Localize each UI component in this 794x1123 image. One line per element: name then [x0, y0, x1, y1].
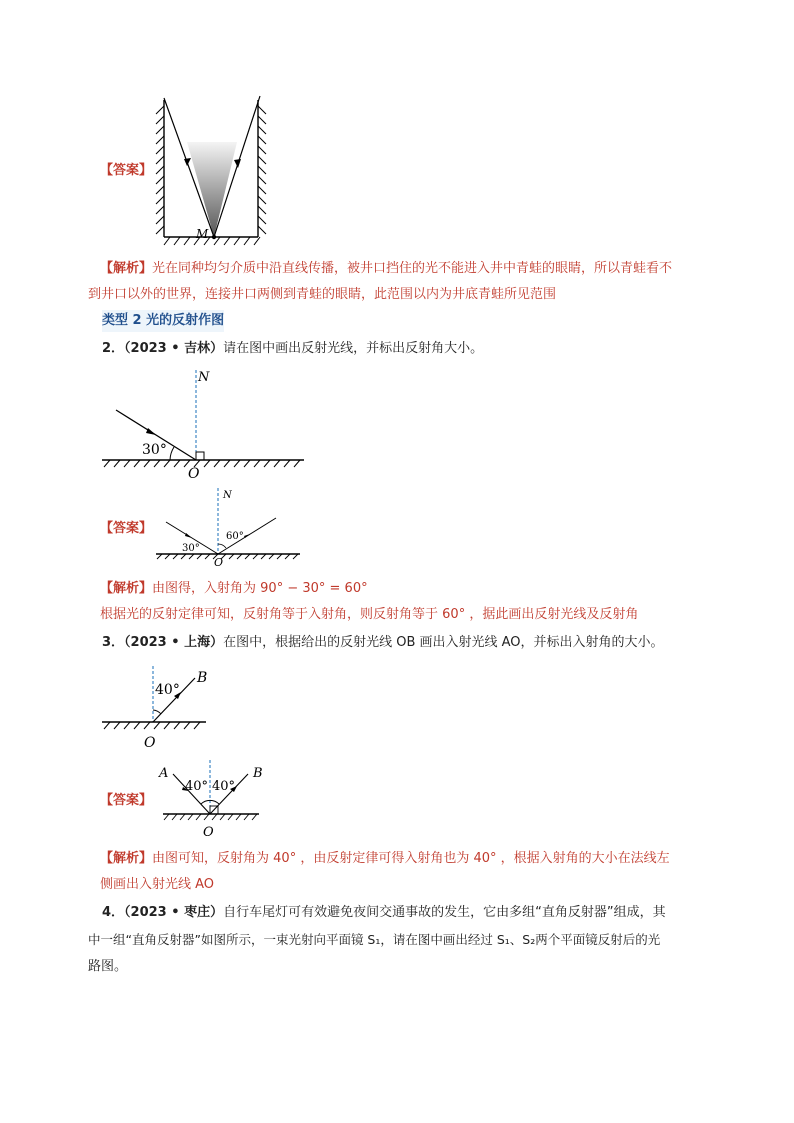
left-wall-hatching: [156, 106, 164, 234]
q1-analysis-text1: 光在同种均匀介质中沿直线传播，被井口挡住的光不能进入井中青蛙的眼睛，所以青蛙看不: [152, 261, 673, 276]
mirror-hatching: [104, 460, 300, 467]
q3-answer-figure: [155, 760, 270, 840]
analysis-label: 【解析】: [100, 581, 153, 596]
point-m-label: M: [196, 227, 209, 241]
answer-label-q3: 【答案】: [100, 793, 153, 808]
q2-analysis-line1: [100, 576, 368, 602]
angle-60-label: 60°: [226, 531, 244, 542]
answer-label-q2: 【答案】: [100, 521, 153, 536]
angle-left-label: 40°: [185, 779, 209, 794]
q4-question-line1: [102, 900, 666, 926]
bottom-hatching: [164, 237, 260, 245]
q3-analysis-line2: 侧画出入射光线 AO: [100, 877, 215, 892]
q3-analysis-line1: [100, 846, 670, 872]
q2-analysis-text2a: 根据光的反射定律可知，反射角等于入射角，则反射角等于: [100, 607, 439, 622]
analysis-label: 【解析】: [100, 851, 153, 866]
normal-n-label: N: [198, 370, 210, 385]
point-o-label: O: [203, 825, 214, 840]
q1-analysis-line1: [100, 256, 672, 282]
incident-ray-arrow: [185, 533, 192, 538]
q2-figure: [98, 365, 310, 480]
q2-text: 请在图中画出反射光线，并标出反射角大小。: [223, 341, 484, 356]
point-a-label: A: [159, 766, 169, 781]
q2-analysis-text1: 由图得，入射角为 90° − 30° = 60°: [152, 581, 368, 596]
q4-question-line2: 中一组“直角反射器”如图所示，一束光射向平面镜 S₁，请在图中画出经过 S₁、S₂两个平面镜反射后的光: [88, 932, 661, 947]
q3-figure: [98, 664, 213, 750]
right-wall-hatching: [258, 106, 266, 234]
point-o-label: O: [144, 735, 156, 750]
answer-label-q1: 【答案】: [100, 163, 153, 178]
q3-question: [102, 630, 664, 656]
reflect-angle-arc: [218, 544, 226, 548]
q3-number: 3．: [102, 635, 125, 650]
q2-source: （2023 • 吉林）: [124, 341, 224, 356]
q3-analysis-text-a: 由图可知，反射角为: [152, 851, 270, 866]
q2-number: 2．: [102, 341, 125, 356]
q4-text-line1: 自行车尾灯可有效避免夜间交通事故的发生，它由多组“直角反射器”组成，其: [223, 905, 666, 920]
right-angle-mark: [196, 452, 204, 460]
normal-n-label: N: [223, 490, 232, 501]
left-ray-arrow: [184, 158, 191, 166]
q1-analysis-line2: 到井口以外的世界，连接井口两侧到青蛙的眼睛，此范围以内为井底青蛙所见范围: [88, 287, 557, 302]
mirror-hatching: [104, 722, 200, 729]
q4-question-line3: 路图。: [88, 959, 128, 974]
mirror-hatching: [164, 814, 257, 820]
q4-source: （2023 • 枣庄）: [124, 905, 224, 920]
point-o-label: O: [214, 556, 224, 568]
q2-answer-figure: [150, 488, 305, 568]
q2-question: [102, 336, 483, 362]
angle-30-label: 30°: [182, 543, 200, 554]
q3-analysis-text-b: 40° ，由反射定律可得入射角也为 40° ，根据入射角的大小在法线左: [269, 851, 670, 866]
q2-analysis-text2b: 60° ，据此画出反射光线及反射角: [438, 607, 639, 622]
angle-arc: [153, 710, 161, 714]
angle-40-label: 40°: [155, 682, 180, 698]
point-o-label: O: [188, 466, 200, 480]
q2-analysis-line2: [100, 602, 638, 628]
angle-30-label: 30°: [142, 442, 167, 458]
right-ray-arrow: [234, 159, 241, 168]
angle-right-label: 40°: [212, 779, 236, 794]
angle-arc: [170, 447, 174, 460]
q3-source: （2023 • 上海）: [124, 635, 224, 650]
q4-number: 4．: [102, 905, 125, 920]
mirror-hatching: [157, 554, 298, 559]
q1-well-figure: [150, 92, 275, 247]
point-b-label: B: [197, 670, 208, 686]
reflected-ray-arrow: [244, 534, 250, 538]
analysis-label: 【解析】: [100, 261, 153, 276]
frog-eye-point: [212, 235, 216, 239]
point-b-label: B: [253, 766, 263, 781]
section-header: 类型 2 光的反射作图: [102, 310, 224, 332]
q3-text: 在图中，根据给出的反射光线 OB 画出入射光线 AO，并标出入射角的大小。: [223, 635, 664, 650]
